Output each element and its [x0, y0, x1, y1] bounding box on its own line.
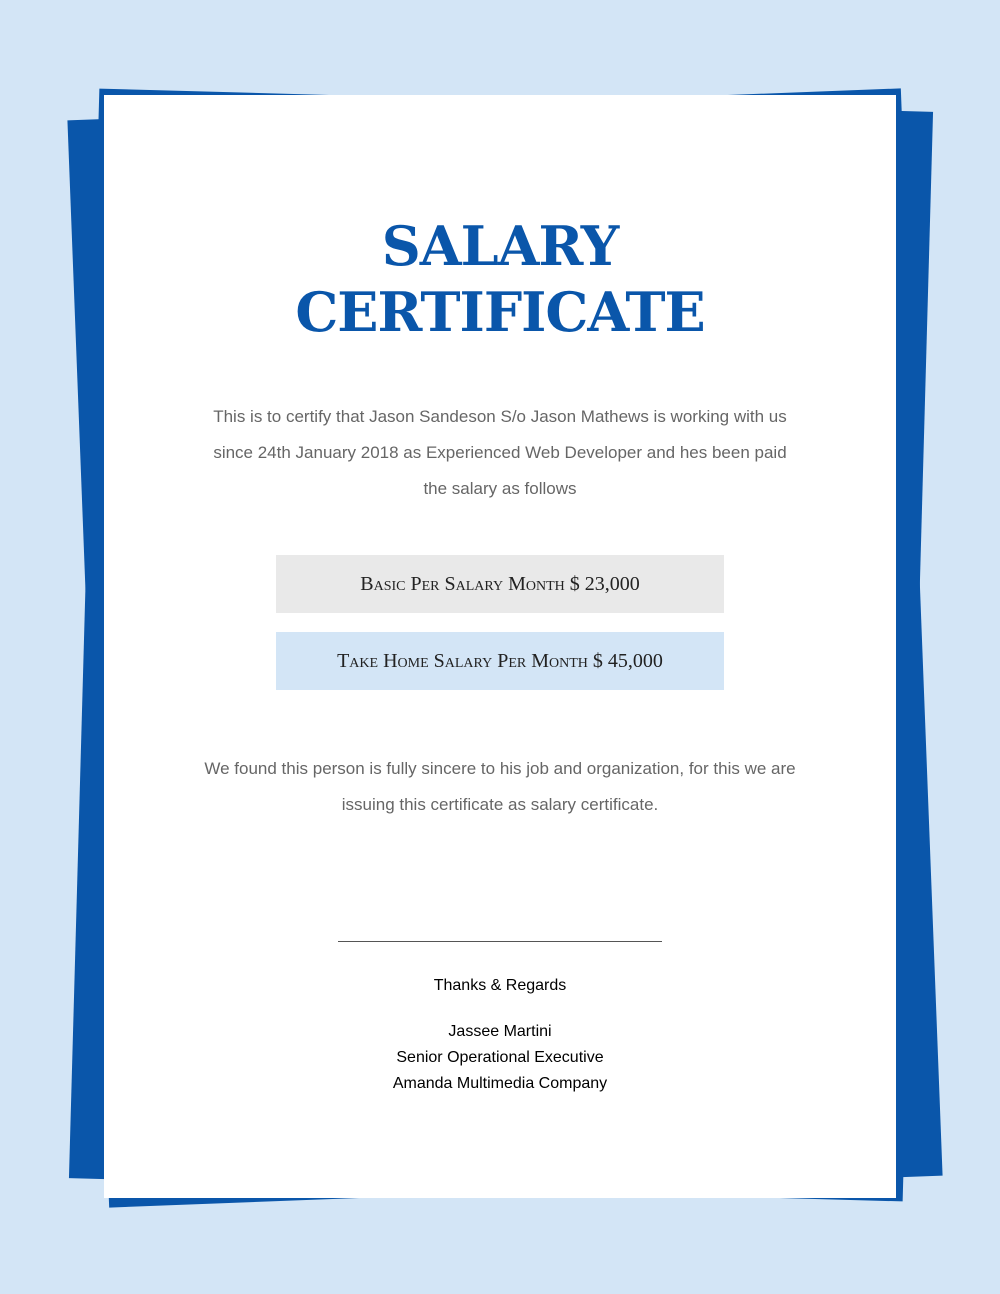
basic-salary-box: Basic Per Salary Month $ 23,000 [276, 555, 724, 613]
take-home-salary-box: Take Home Salary Per Month $ 45,000 [276, 632, 724, 690]
regards-text: Thanks & Regards [433, 977, 567, 994]
title-line-1: SALARY [381, 214, 619, 278]
signer-name: Jassee Martini [448, 1023, 552, 1040]
intro-paragraph: This is to certify that Jason Sandeson S/o Jason Mathews is working with us since 24th January 2018 as Experienced Web Developer and hes been paid the salary as follows [213, 407, 787, 498]
closing-paragraph: We found this person is fully sincere to his job and organization, for this we are issuing this certificate as salary certificate. [204, 759, 796, 814]
signer-block [104, 1019, 896, 1097]
title-line-2: CERTIFICATE [295, 280, 705, 344]
signer-title: Senior Operational Executive [396, 1049, 604, 1066]
certificate-title [104, 213, 896, 345]
signature-line [338, 941, 662, 942]
certificate-paper [104, 95, 896, 1198]
signer-company: Amanda Multimedia Company [392, 1075, 608, 1092]
